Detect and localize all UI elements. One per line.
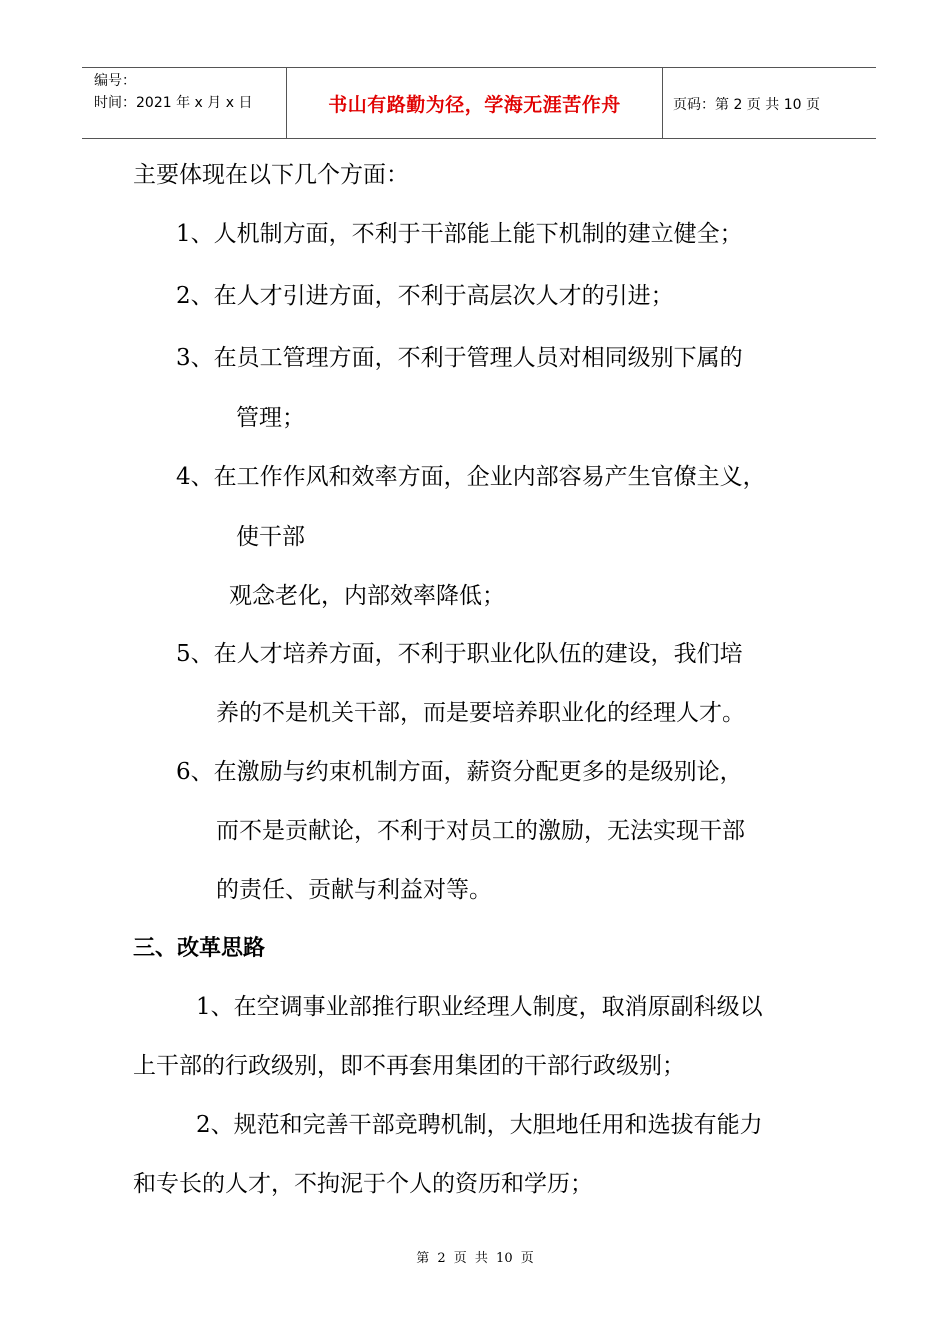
section-heading: 三、改革思路 (133, 936, 266, 961)
document-time-label: 时间：2021 年 x 月 x 日 (94, 95, 253, 111)
body-line: 主要体现在以下几个方面： (133, 162, 409, 188)
list-item: 6、在激励与约束机制方面，薪资分配更多的是级别论， (176, 759, 743, 785)
list-item-continuation: 养的不是机关干部，而是要培养职业化的经理人才。 (216, 700, 745, 726)
list-item: 3、在员工管理方面，不利于管理人员对相同级别下属的 (176, 345, 743, 371)
list-item-continuation: 观念老化，内部效率降低； (229, 583, 505, 609)
list-item-continuation: 的责任、贡献与利益对等。 (216, 877, 492, 903)
header-right-cell (663, 68, 876, 138)
list-item-continuation: 使干部 (236, 524, 305, 550)
header-motto: 书山有路勤为径，学海无涯苦作舟 (328, 94, 621, 116)
list-item-continuation: 管理； (236, 405, 305, 431)
paragraph-line: 和专长的人才，不拘泥于个人的资历和学历； (133, 1171, 593, 1197)
header-page-info: 页码：第 2 页 共 10 页 (673, 97, 820, 113)
paragraph-line: 上干部的行政级别，即不再套用集团的干部行政级别； (133, 1053, 685, 1079)
list-item: 4、在工作作风和效率方面，企业内部容易产生官僚主义， (176, 464, 766, 490)
document-number-label: 编号： (94, 73, 136, 89)
header-left-cell (82, 68, 287, 138)
page-footer: 第 2 页 共 10 页 (416, 1251, 534, 1266)
header-middle-cell (287, 68, 663, 138)
list-item: 5、在人才培养方面，不利于职业化队伍的建设，我们培 (176, 641, 743, 667)
list-item-continuation: 而不是贡献论，不利于对员工的激励，无法实现干部 (216, 818, 745, 844)
paragraph-line: 1、在空调事业部推行职业经理人制度，取消原副科级以 (196, 994, 763, 1020)
list-item: 2、在人才引进方面，不利于高层次人才的引进； (176, 283, 674, 309)
paragraph-line: 2、规范和完善干部竞聘机制，大胆地任用和选拔有能力 (196, 1112, 763, 1138)
list-item: 1、人机制方面，不利于干部能上能下机制的建立健全； (176, 221, 743, 247)
page-header (82, 67, 876, 139)
